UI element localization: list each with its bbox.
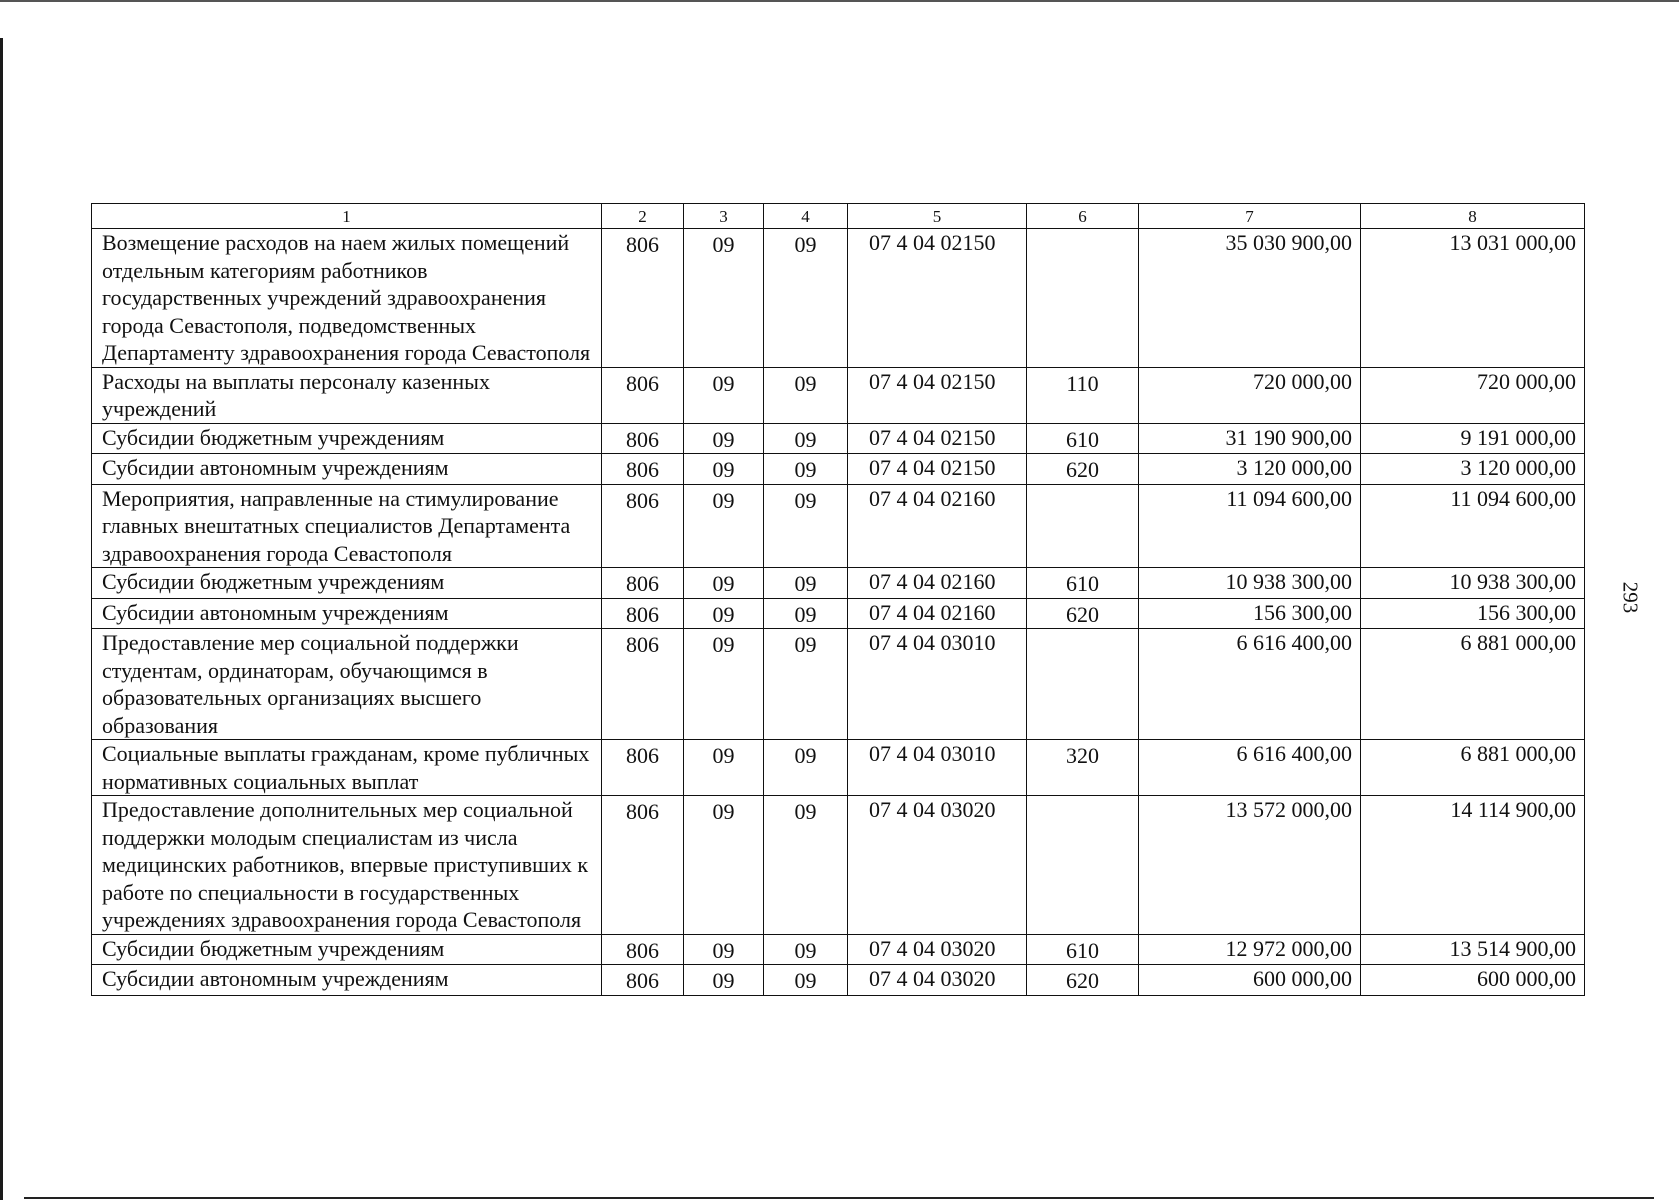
subsection-code-cell: 09 bbox=[764, 796, 848, 935]
amount-col7-cell: 3 120 000,00 bbox=[1139, 454, 1361, 485]
amount-col7-cell: 720 000,00 bbox=[1139, 367, 1361, 423]
expense-type-cell bbox=[1027, 629, 1139, 740]
admin-code-cell: 806 bbox=[602, 598, 684, 629]
subsection-code-cell: 09 bbox=[764, 568, 848, 599]
header-row bbox=[92, 204, 1585, 229]
admin-code-cell: 806 bbox=[602, 367, 684, 423]
scan-edge-left bbox=[0, 38, 3, 1200]
amount-col8-cell: 13 031 000,00 bbox=[1361, 229, 1585, 368]
target-article-cell: 07 4 04 02160 bbox=[848, 598, 1027, 629]
row-name-cell: Субсидии автономным учреждениям bbox=[92, 598, 602, 629]
header-cell: 7 bbox=[1139, 204, 1361, 229]
header-cell: 1 bbox=[92, 204, 602, 229]
amount-col8-cell: 600 000,00 bbox=[1361, 965, 1585, 996]
row-name-cell: Субсидии бюджетным учреждениям bbox=[92, 568, 602, 599]
amount-col7-cell: 10 938 300,00 bbox=[1139, 568, 1361, 599]
subsection-code-cell: 09 bbox=[764, 965, 848, 996]
section-code-cell: 09 bbox=[684, 965, 764, 996]
admin-code-cell: 806 bbox=[602, 423, 684, 454]
admin-code-cell: 806 bbox=[602, 934, 684, 965]
row-name-cell: Возмещение расходов на наем жилых помещений отдельным категориям работников государственных учреждений здравоохранения города Севастополя, подведомственных Департаменту здравоохранения города Севастополя bbox=[92, 229, 602, 368]
admin-code-cell: 806 bbox=[602, 229, 684, 368]
row-name-cell: Субсидии бюджетным учреждениям bbox=[92, 423, 602, 454]
section-code-cell: 09 bbox=[684, 423, 764, 454]
expense-type-cell: 620 bbox=[1027, 965, 1139, 996]
target-article-cell: 07 4 04 03010 bbox=[848, 740, 1027, 796]
amount-col7-cell: 12 972 000,00 bbox=[1139, 934, 1361, 965]
section-code-cell: 09 bbox=[684, 740, 764, 796]
amount-col7-cell: 600 000,00 bbox=[1139, 965, 1361, 996]
amount-col8-cell: 10 938 300,00 bbox=[1361, 568, 1585, 599]
target-article-cell: 07 4 04 02150 bbox=[848, 423, 1027, 454]
header-cell: 2 bbox=[602, 204, 684, 229]
row-name-cell: Расходы на выплаты персоналу казенных учреждений bbox=[92, 367, 602, 423]
admin-code-cell: 806 bbox=[602, 568, 684, 599]
row-name-cell: Предоставление мер социальной поддержки студентам, ординаторам, обучающимся в образовательных организациях высшего образования bbox=[92, 629, 602, 740]
expense-type-cell bbox=[1027, 484, 1139, 568]
header-cell: 8 bbox=[1361, 204, 1585, 229]
amount-col7-cell: 11 094 600,00 bbox=[1139, 484, 1361, 568]
expense-type-cell: 620 bbox=[1027, 454, 1139, 485]
amount-col8-cell: 9 191 000,00 bbox=[1361, 423, 1585, 454]
subsection-code-cell: 09 bbox=[764, 598, 848, 629]
amount-col8-cell: 720 000,00 bbox=[1361, 367, 1585, 423]
row-name-cell: Субсидии автономным учреждениям bbox=[92, 454, 602, 485]
section-code-cell: 09 bbox=[684, 934, 764, 965]
expense-type-cell: 610 bbox=[1027, 934, 1139, 965]
header-cell: 3 bbox=[684, 204, 764, 229]
section-code-cell: 09 bbox=[684, 796, 764, 935]
table-row bbox=[92, 423, 1585, 454]
row-name-cell: Мероприятия, направленные на стимулирование главных внештатных специалистов Департамента здравоохранения города Севастополя bbox=[92, 484, 602, 568]
amount-col7-cell: 6 616 400,00 bbox=[1139, 629, 1361, 740]
subsection-code-cell: 09 bbox=[764, 229, 848, 368]
subsection-code-cell: 09 bbox=[764, 367, 848, 423]
row-name-cell: Субсидии автономным учреждениям bbox=[92, 965, 602, 996]
table-row bbox=[92, 796, 1585, 935]
section-code-cell: 09 bbox=[684, 598, 764, 629]
expense-type-cell bbox=[1027, 229, 1139, 368]
expense-type-cell bbox=[1027, 796, 1139, 935]
budget-table bbox=[91, 203, 1585, 996]
amount-col7-cell: 35 030 900,00 bbox=[1139, 229, 1361, 368]
subsection-code-cell: 09 bbox=[764, 423, 848, 454]
table-row bbox=[92, 367, 1585, 423]
target-article-cell: 07 4 04 02150 bbox=[848, 229, 1027, 368]
target-article-cell: 07 4 04 03020 bbox=[848, 934, 1027, 965]
header-cell: 5 bbox=[848, 204, 1027, 229]
table-row bbox=[92, 598, 1585, 629]
row-name-cell: Предоставление дополнительных мер социальной поддержки молодым специалистам из числа медицинских работников, впервые приступивших к работе по специальности в государственных учреждениях здравоохранения города Севастополя bbox=[92, 796, 602, 935]
target-article-cell: 07 4 04 02160 bbox=[848, 568, 1027, 599]
table-row bbox=[92, 454, 1585, 485]
amount-col7-cell: 6 616 400,00 bbox=[1139, 740, 1361, 796]
section-code-cell: 09 bbox=[684, 229, 764, 368]
target-article-cell: 07 4 04 03020 bbox=[848, 965, 1027, 996]
admin-code-cell: 806 bbox=[602, 484, 684, 568]
target-article-cell: 07 4 04 02160 bbox=[848, 484, 1027, 568]
subsection-code-cell: 09 bbox=[764, 629, 848, 740]
section-code-cell: 09 bbox=[684, 367, 764, 423]
target-article-cell: 07 4 04 02150 bbox=[848, 454, 1027, 485]
amount-col8-cell: 11 094 600,00 bbox=[1361, 484, 1585, 568]
bottom-rule bbox=[24, 1197, 1654, 1199]
subsection-code-cell: 09 bbox=[764, 740, 848, 796]
subsection-code-cell: 09 bbox=[764, 454, 848, 485]
header-cell: 6 bbox=[1027, 204, 1139, 229]
amount-col8-cell: 14 114 900,00 bbox=[1361, 796, 1585, 935]
amount-col8-cell: 3 120 000,00 bbox=[1361, 454, 1585, 485]
target-article-cell: 07 4 04 02150 bbox=[848, 367, 1027, 423]
expense-type-cell: 620 bbox=[1027, 598, 1139, 629]
table-row bbox=[92, 740, 1585, 796]
expense-type-cell: 610 bbox=[1027, 423, 1139, 454]
table-row bbox=[92, 934, 1585, 965]
scan-edge-top bbox=[0, 0, 1679, 2]
amount-col7-cell: 156 300,00 bbox=[1139, 598, 1361, 629]
admin-code-cell: 806 bbox=[602, 454, 684, 485]
section-code-cell: 09 bbox=[684, 568, 764, 599]
amount-col8-cell: 13 514 900,00 bbox=[1361, 934, 1585, 965]
table-body bbox=[92, 204, 1585, 996]
expense-type-cell: 610 bbox=[1027, 568, 1139, 599]
subsection-code-cell: 09 bbox=[764, 484, 848, 568]
amount-col8-cell: 156 300,00 bbox=[1361, 598, 1585, 629]
table-row bbox=[92, 484, 1585, 568]
row-name-cell: Субсидии бюджетным учреждениям bbox=[92, 934, 602, 965]
amount-col7-cell: 31 190 900,00 bbox=[1139, 423, 1361, 454]
expense-type-cell: 320 bbox=[1027, 740, 1139, 796]
section-code-cell: 09 bbox=[684, 484, 764, 568]
admin-code-cell: 806 bbox=[602, 965, 684, 996]
admin-code-cell: 806 bbox=[602, 740, 684, 796]
admin-code-cell: 806 bbox=[602, 796, 684, 935]
page-number: 293 bbox=[1618, 581, 1643, 614]
table-row bbox=[92, 629, 1585, 740]
table-row bbox=[92, 965, 1585, 996]
target-article-cell: 07 4 04 03010 bbox=[848, 629, 1027, 740]
target-article-cell: 07 4 04 03020 bbox=[848, 796, 1027, 935]
header-cell: 4 bbox=[764, 204, 848, 229]
section-code-cell: 09 bbox=[684, 629, 764, 740]
table-row bbox=[92, 229, 1585, 368]
row-name-cell: Социальные выплаты гражданам, кроме публичных нормативных социальных выплат bbox=[92, 740, 602, 796]
amount-col8-cell: 6 881 000,00 bbox=[1361, 629, 1585, 740]
table-row bbox=[92, 568, 1585, 599]
expense-type-cell: 110 bbox=[1027, 367, 1139, 423]
amount-col8-cell: 6 881 000,00 bbox=[1361, 740, 1585, 796]
section-code-cell: 09 bbox=[684, 454, 764, 485]
amount-col7-cell: 13 572 000,00 bbox=[1139, 796, 1361, 935]
subsection-code-cell: 09 bbox=[764, 934, 848, 965]
admin-code-cell: 806 bbox=[602, 629, 684, 740]
